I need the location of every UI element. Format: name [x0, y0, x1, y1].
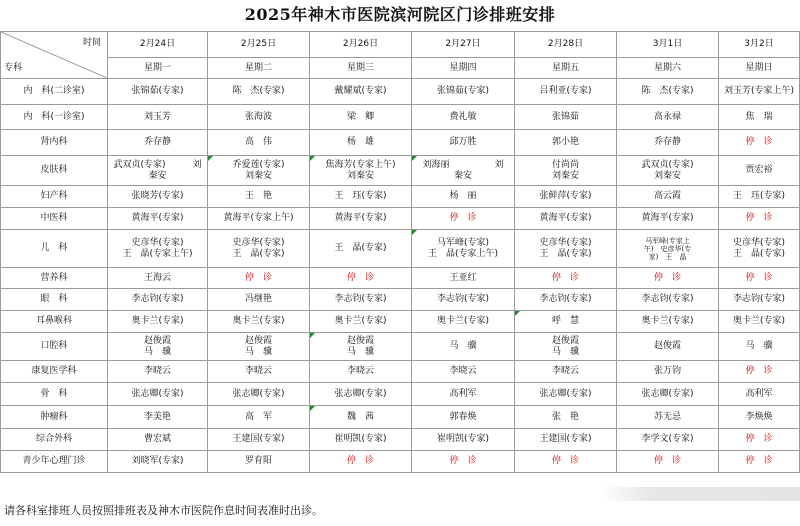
- schedule-cell: 李志钧(专家): [310, 289, 412, 311]
- schedule-cell-line: 王 晶(专家): [539, 248, 592, 259]
- schedule-cell: 郭春焕: [412, 406, 515, 429]
- schedule-cell: 费礼敏: [412, 105, 515, 130]
- date-header: 2月27日: [412, 32, 515, 58]
- schedule-cell-line: 刘秦安: [346, 170, 374, 181]
- schedule-cell: 李晓云: [208, 361, 310, 383]
- schedule-cell: 黄海平(专家): [515, 208, 617, 230]
- schedule-cell: 黄海平(专家上午): [208, 208, 310, 230]
- schedule-cell: 王建国(专家): [208, 429, 310, 451]
- schedule-cell: [515, 230, 617, 268]
- schedule-cell-line: 刘秦安: [244, 170, 272, 181]
- schedule-cell: [108, 333, 208, 361]
- schedule-cell: 乔存静: [108, 130, 208, 156]
- schedule-cell-line: 乔爱莲(专家): [232, 159, 285, 170]
- schedule-row: [1, 333, 800, 361]
- corner-header-cell: [1, 32, 108, 79]
- corner-time-label: 时间: [82, 38, 101, 48]
- weekday-header: 星期六: [617, 58, 719, 79]
- dept-name-cell: 妇产科: [1, 186, 108, 208]
- schedule-cell: 张志卿(专家): [208, 383, 310, 406]
- schedule-cell: 高 军: [208, 406, 310, 429]
- schedule-cell: 陈 杰(专家): [617, 79, 719, 105]
- schedule-cell: 停 诊: [719, 451, 800, 473]
- date-header: 2月25日: [208, 32, 310, 58]
- date-header: 3月2日: [719, 32, 800, 58]
- schedule-cell: 黄海平(专家): [310, 208, 412, 230]
- schedule-cell: 停 诊: [719, 429, 800, 451]
- schedule-cell: 李晓云: [412, 361, 515, 383]
- schedule-cell: 张锦茹(专家): [412, 79, 515, 105]
- schedule-cell-line: 家) 王 晶: [648, 252, 687, 261]
- schedule-row: [1, 429, 800, 451]
- schedule-cell-line: 马军峰(专家): [436, 237, 490, 248]
- weekday-header: 星期二: [208, 58, 310, 79]
- schedule-cell: 李焕焕: [719, 406, 800, 429]
- schedule-row: [1, 208, 800, 230]
- schedule-cell: 乔存静: [617, 130, 719, 156]
- schedule-cell: 马 骥: [719, 333, 800, 361]
- corner-dept-label: 专科: [4, 63, 23, 73]
- schedule-cell-line: 王 晶(专家): [232, 248, 285, 259]
- header-weekdays-row: [1, 58, 800, 79]
- schedule-cell: 李志钧(专家): [617, 289, 719, 311]
- schedule-cell: [515, 156, 617, 186]
- weekday-header: 星期四: [412, 58, 515, 79]
- schedule-cell: 张 艳: [515, 406, 617, 429]
- dept-name-cell: 内 科(二诊室): [1, 79, 108, 105]
- schedule-cell: 停 诊: [515, 268, 617, 289]
- schedule-row: [1, 383, 800, 406]
- dept-name-cell: 儿 科: [1, 230, 108, 268]
- schedule-cell: [719, 230, 800, 268]
- schedule-cell: 停 诊: [719, 208, 800, 230]
- schedule-cell: 罗育阳: [208, 451, 310, 473]
- dept-name-cell: 青少年心理门诊: [1, 451, 108, 473]
- schedule-row: [1, 361, 800, 383]
- schedule-cell: 张锦茹: [515, 105, 617, 130]
- schedule-row: [1, 230, 800, 268]
- dept-name-cell: 综合外科: [1, 429, 108, 451]
- dept-name-cell: 中医科: [1, 208, 108, 230]
- schedule-cell: 张晓芳(专家): [108, 186, 208, 208]
- schedule-cell: 李志钧(专家): [515, 289, 617, 311]
- schedule-cell: 奥卡兰(专家): [719, 311, 800, 333]
- schedule-cell: 停 诊: [719, 361, 800, 383]
- schedule-cell-line: 马 骥: [143, 346, 171, 357]
- footer-note: 请各科室排班人员按照排班表及神木市医院作息时间表准时出诊。: [4, 504, 323, 517]
- schedule-cell: 李晓云: [310, 361, 412, 383]
- schedule-cell-line: 赵俊霞: [143, 335, 171, 346]
- schedule-cell: 张鲜萍(专家): [515, 186, 617, 208]
- schedule-cell: 冯继艳: [208, 289, 310, 311]
- schedule-cell: 王亚红: [412, 268, 515, 289]
- schedule-cell: 李志钧(专家): [412, 289, 515, 311]
- schedule-cell-line: 刘秦安: [551, 170, 579, 181]
- schedule-row: [1, 451, 800, 473]
- schedule-cell-line: 史彦华(专家): [539, 237, 592, 248]
- schedule-row: [1, 289, 800, 311]
- schedule-cell: 停 诊: [208, 268, 310, 289]
- schedule-cell: 李学文(专家): [617, 429, 719, 451]
- header-dates-row: [1, 32, 800, 58]
- schedule-cell: 奥卡兰(专家): [412, 311, 515, 333]
- schedule-cell: 焦 瑞: [719, 105, 800, 130]
- schedule-cell: 王 珏(专家): [719, 186, 800, 208]
- schedule-cell: 黄海平(专家): [108, 208, 208, 230]
- schedule-cell-line: 午) 史彦华(专: [643, 244, 692, 253]
- schedule-table: [0, 31, 800, 473]
- schedule-cell: [108, 230, 208, 268]
- schedule-cell: 停 诊: [515, 451, 617, 473]
- schedule-cell: 刘晓军(专家): [108, 451, 208, 473]
- schedule-cell: 张志卿(专家): [310, 383, 412, 406]
- schedule-cell: 王 晶(专家): [310, 230, 412, 268]
- dept-name-cell: 耳鼻喉科: [1, 311, 108, 333]
- schedule-cell: 高永禄: [617, 105, 719, 130]
- schedule-row: [1, 105, 800, 130]
- dept-name-cell: 骨 科: [1, 383, 108, 406]
- schedule-row: [1, 311, 800, 333]
- schedule-cell-line: 王 晶(专家): [732, 248, 786, 259]
- schedule-cell-line: 秦安: [148, 170, 167, 181]
- schedule-cell: 停 诊: [310, 268, 412, 289]
- schedule-cell: 张志卿(专家): [515, 383, 617, 406]
- schedule-cell-line: 刘秦安: [653, 170, 681, 181]
- schedule-cell: 杨 雄: [310, 130, 412, 156]
- schedule-cell: 王海云: [108, 268, 208, 289]
- schedule-cell: 李志钧(专家): [108, 289, 208, 311]
- schedule-cell-line: 史彦华(专家): [732, 237, 786, 248]
- schedule-cell-line: 赵俊霞: [346, 335, 374, 346]
- dept-name-cell: 肾内科: [1, 130, 108, 156]
- schedule-cell: 郭小艳: [515, 130, 617, 156]
- schedule-cell: 黄海平(专家): [617, 208, 719, 230]
- schedule-cell: 奥卡兰(专家): [208, 311, 310, 333]
- schedule-cell: [515, 333, 617, 361]
- date-header: 2月28日: [515, 32, 617, 58]
- schedule-cell: 呼 慧: [515, 311, 617, 333]
- schedule-cell: [208, 156, 310, 186]
- schedule-cell: 停 诊: [719, 130, 800, 156]
- schedule-cell: 张海波: [208, 105, 310, 130]
- schedule-cell: 高云霞: [617, 186, 719, 208]
- schedule-row: [1, 130, 800, 156]
- schedule-cell: 奥卡兰(专家): [310, 311, 412, 333]
- schedule-cell: 陈 杰(专家): [208, 79, 310, 105]
- weekday-header: 星期五: [515, 58, 617, 79]
- schedule-cell: 高利军: [412, 383, 515, 406]
- schedule-cell: [617, 230, 719, 268]
- schedule-cell: 苏无忌: [617, 406, 719, 429]
- schedule-cell-line: 马 骥: [244, 346, 272, 357]
- schedule-cell-line: 史彦华(专家): [232, 237, 285, 248]
- schedule-cell: 张志卿(专家): [108, 383, 208, 406]
- schedule-cell: 王建国(专家): [515, 429, 617, 451]
- dept-name-cell: 肿瘤科: [1, 406, 108, 429]
- schedule-cell: 赵俊霞: [617, 333, 719, 361]
- schedule-cell-line: 武双贞(专家): [641, 159, 694, 170]
- schedule-cell: 停 诊: [617, 268, 719, 289]
- date-header: 2月24日: [108, 32, 208, 58]
- schedule-cell: 张锦茹(专家): [108, 79, 208, 105]
- schedule-row: [1, 79, 800, 105]
- schedule-cell-line: 王 晶(专家上午): [122, 248, 193, 259]
- schedule-cell-line: 付尚尚: [551, 159, 579, 170]
- schedule-row: [1, 268, 800, 289]
- date-header: 3月1日: [617, 32, 719, 58]
- schedule-cell: 梁 卿: [310, 105, 412, 130]
- schedule-cell: 王 珏(专家): [310, 186, 412, 208]
- schedule-cell-line: 赵俊霞: [551, 335, 579, 346]
- page-scroll-bar: [600, 487, 800, 501]
- schedule-cell: 王 艳: [208, 186, 310, 208]
- schedule-cell: [208, 230, 310, 268]
- schedule-cell-line: 秦安: [453, 170, 472, 181]
- schedule-cell: 停 诊: [412, 451, 515, 473]
- schedule-cell: 李志钧(专家): [719, 289, 800, 311]
- schedule-cell: 张万钧: [617, 361, 719, 383]
- schedule-cell: 魏 茜: [310, 406, 412, 429]
- schedule-cell: 奥卡兰(专家): [108, 311, 208, 333]
- schedule-row: [1, 186, 800, 208]
- schedule-cell: [412, 230, 515, 268]
- schedule-cell: 崔明凯(专家): [310, 429, 412, 451]
- schedule-cell: [310, 156, 412, 186]
- schedule-cell: 奥卡兰(专家): [617, 311, 719, 333]
- schedule-cell: 停 诊: [412, 208, 515, 230]
- schedule-cell-line: 赵俊霞: [244, 335, 272, 346]
- schedule-cell: 吕利亚(专家): [515, 79, 617, 105]
- schedule-cell: 杨 丽: [412, 186, 515, 208]
- dept-name-cell: 皮肤科: [1, 156, 108, 186]
- schedule-cell: 戴耀斌(专家): [310, 79, 412, 105]
- schedule-cell-line: 王 晶(专家上午): [427, 248, 499, 259]
- dept-name-cell: 营养科: [1, 268, 108, 289]
- schedule-cell: 马 骥: [412, 333, 515, 361]
- schedule-cell-line: 马军峰(专家上: [645, 236, 690, 245]
- schedule-cell-line: 史彦华(专家): [131, 237, 184, 248]
- page-title: 2025年神木市医院滨河院区门诊排班安排: [244, 5, 556, 24]
- weekday-header: 星期日: [719, 58, 800, 79]
- schedule-cell: 停 诊: [617, 451, 719, 473]
- dept-name-cell: 眼 科: [1, 289, 108, 311]
- schedule-cell: 贾宏裕: [719, 156, 800, 186]
- schedule-cell: [208, 333, 310, 361]
- schedule-cell-line: 武双贞(专家) 刘: [113, 159, 202, 170]
- schedule-cell-line: 马 骥: [551, 346, 579, 357]
- schedule-cell: [310, 333, 412, 361]
- schedule-cell: 高利军: [719, 383, 800, 406]
- schedule-row: [1, 156, 800, 186]
- schedule-cell: 停 诊: [719, 268, 800, 289]
- schedule-cell: [617, 156, 719, 186]
- schedule-cell-line: 焦海芳(专家上午): [325, 159, 396, 170]
- dept-name-cell: 口腔科: [1, 333, 108, 361]
- schedule-cell: 张志卿(专家): [617, 383, 719, 406]
- schedule-cell: 李美艳: [108, 406, 208, 429]
- schedule-cell: 刘玉芳: [108, 105, 208, 130]
- weekday-header: 星期一: [108, 58, 208, 79]
- weekday-header: 星期三: [310, 58, 412, 79]
- dept-name-cell: 内 科(一诊室): [1, 105, 108, 130]
- schedule-cell: 高 伟: [208, 130, 310, 156]
- dept-name-cell: 康复医学科: [1, 361, 108, 383]
- schedule-cell: 停 诊: [310, 451, 412, 473]
- schedule-row: [1, 406, 800, 429]
- schedule-cell: 李晓云: [515, 361, 617, 383]
- schedule-cell: [412, 156, 515, 186]
- schedule-cell: 崔明凯(专家): [412, 429, 515, 451]
- schedule-cell: [108, 156, 208, 186]
- schedule-cell: 刘玉芳(专家上午): [719, 79, 800, 105]
- schedule-cell: 邱万胜: [412, 130, 515, 156]
- schedule-cell-line: 马 骥: [346, 346, 374, 357]
- schedule-cell-line: 刘海丽 刘: [422, 159, 504, 170]
- schedule-cell: 曹宏斌: [108, 429, 208, 451]
- schedule-cell: 李晓云: [108, 361, 208, 383]
- date-header: 2月26日: [310, 32, 412, 58]
